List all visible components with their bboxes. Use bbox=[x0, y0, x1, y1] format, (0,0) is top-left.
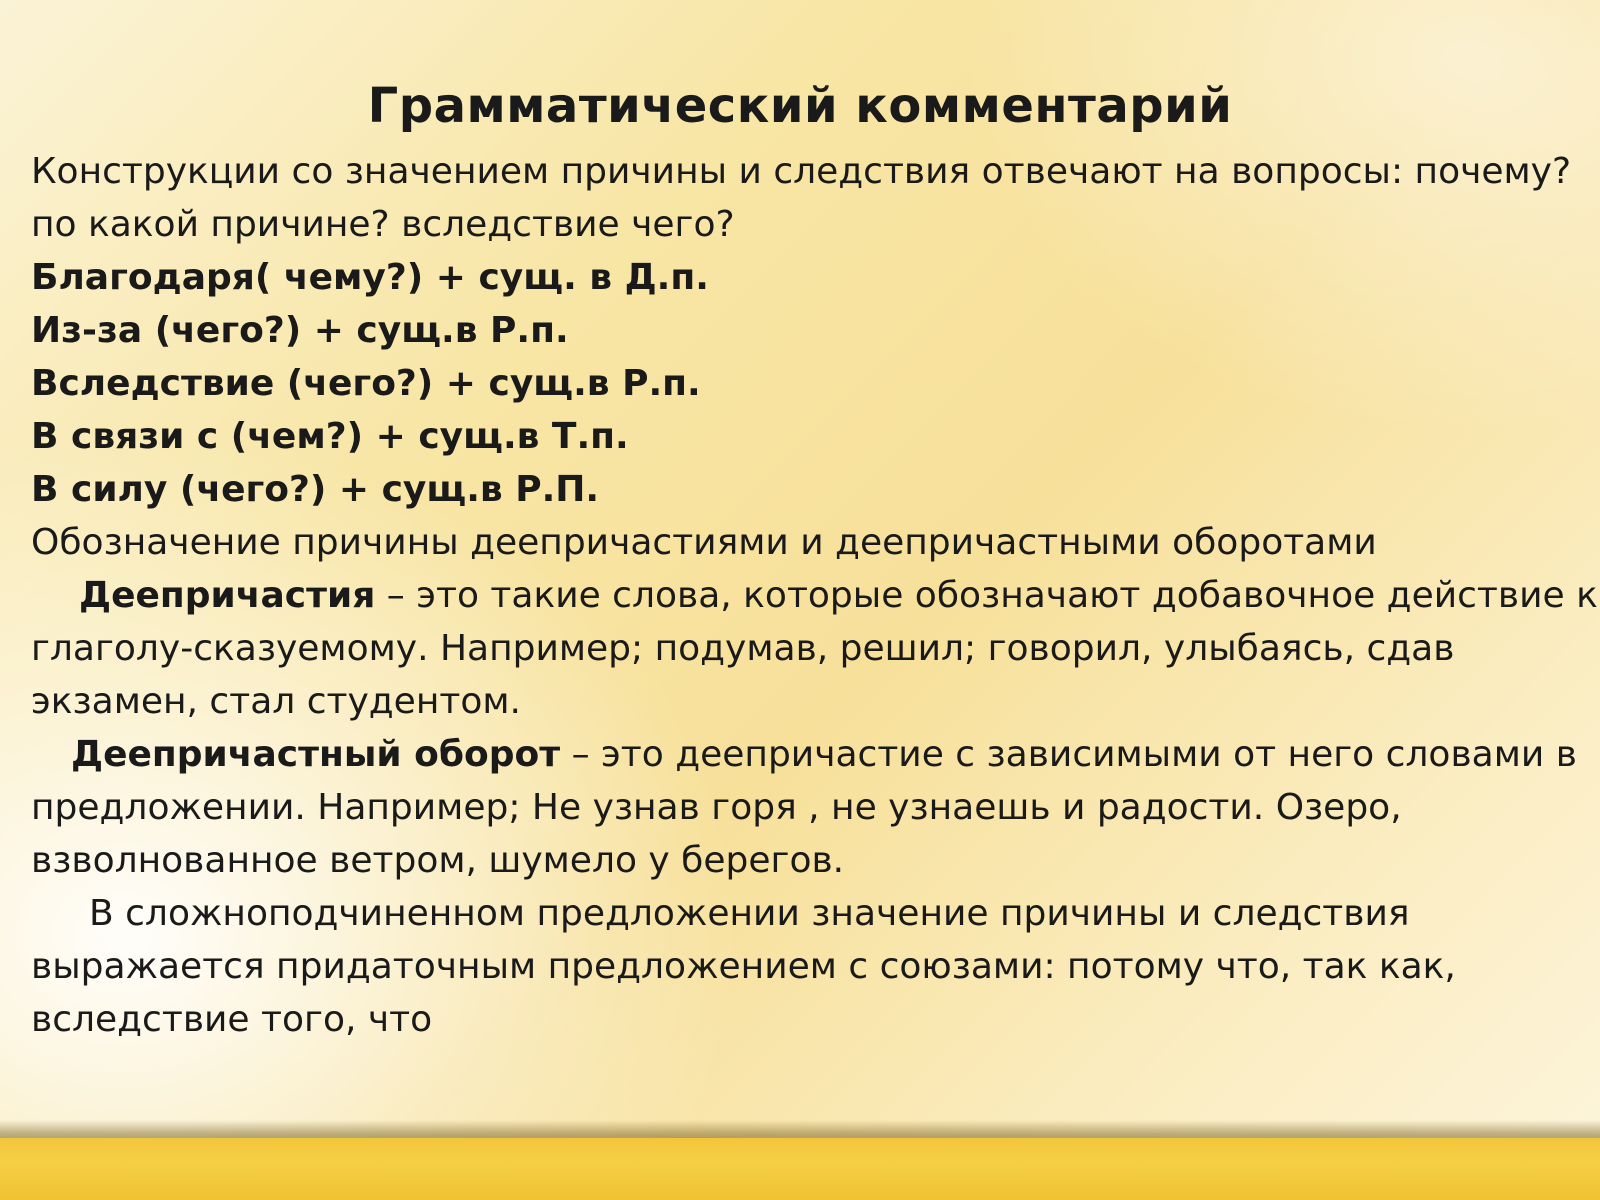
complex-sentence-line-1: В сложноподчиненном предложении значение причины и следствия bbox=[89, 893, 1410, 934]
slide-content bbox=[31, 145, 1598, 1046]
construction-item: В силу (чего?) + сущ.в Р.П. bbox=[31, 469, 600, 510]
gerund-definition-line-2: глаголу-сказуемому. Например; подумав, решил; говорил, улыбаясь, сдав bbox=[31, 628, 1455, 669]
complex-sentence-line-2: выражается придаточным предложением с союзами: потому что, так как, bbox=[31, 946, 1456, 987]
gerund-phrase-line-2: предложении. Например; Не узнав горя , не узнаешь и радости. Озеро, bbox=[31, 787, 1402, 828]
gerund-definition-line-3: экзамен, стал студентом. bbox=[31, 681, 521, 722]
intro-line-1: Конструкции со значением причины и следствия отвечают на вопросы: почему? bbox=[31, 151, 1572, 192]
gerund-phrase-text: – это деепричастие с зависимыми от него словами в bbox=[560, 734, 1577, 775]
intro-line-2: по какой причине? вследствие чего? bbox=[31, 204, 735, 245]
gerund-definition-text: – это такие слова, которые обозначают добавочное действие к bbox=[375, 575, 1598, 616]
gerund-phrase-line-1 bbox=[31, 728, 1577, 781]
construction-item: Из-за (чего?) + сущ.в Р.п. bbox=[31, 310, 569, 351]
construction-item: Вследствие (чего?) + сущ.в Р.п. bbox=[31, 363, 701, 404]
gerund-phrase-line-3: взволнованное ветром, шумело у берегов. bbox=[31, 840, 845, 881]
slide-title: Грамматический комментарий bbox=[367, 78, 1233, 134]
gerund-term: Деепричастия bbox=[79, 575, 376, 616]
gerund-definition-line-1 bbox=[31, 569, 1598, 622]
gerunds-heading: Обозначение причины деепричастиями и деепричастными оборотами bbox=[31, 522, 1377, 563]
gerund-phrase-term: Деепричастный оборот bbox=[71, 734, 561, 775]
construction-item: Благодаря( чему?) + сущ. в Д.п. bbox=[31, 257, 709, 298]
bottom-bar bbox=[0, 1138, 1600, 1200]
construction-item: В связи с (чем?) + сущ.в Т.п. bbox=[31, 416, 629, 457]
complex-sentence-line-3: вследствие того, что bbox=[31, 999, 433, 1040]
